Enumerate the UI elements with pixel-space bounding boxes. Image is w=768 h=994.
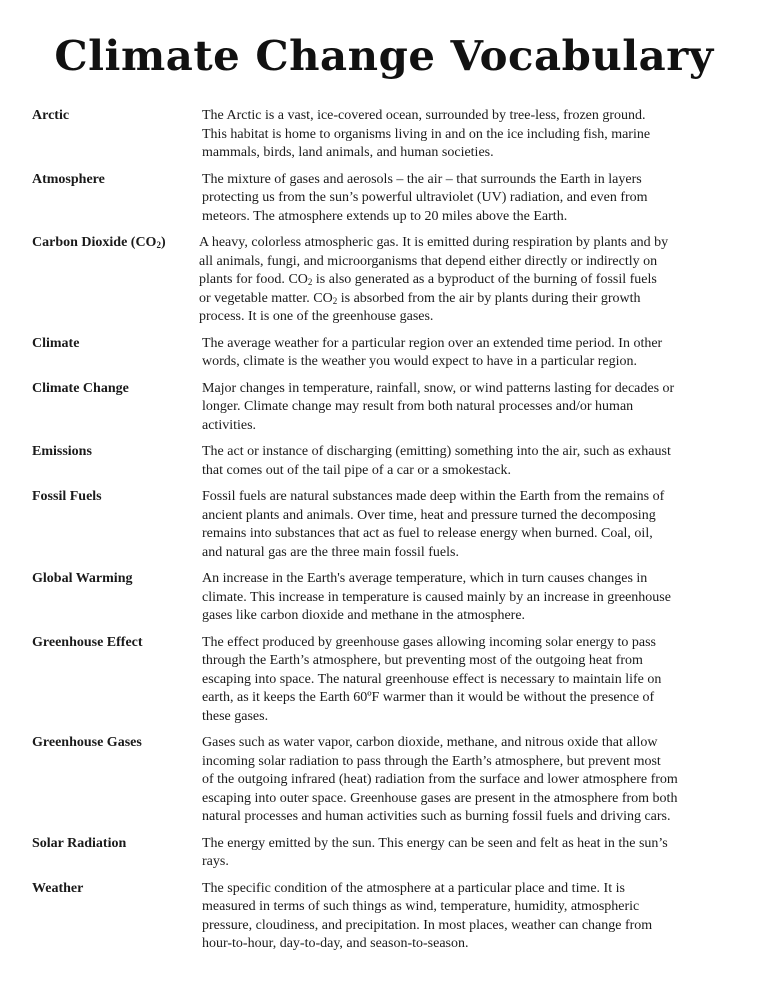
term: Climate Change	[32, 380, 129, 396]
vocab-entry-carbon-dioxide	[0, 234, 768, 327]
definition: Fossil fuels are natural substances made deep within the Earth from the remains of ancient plants and animals. Over time, heat and pressure turned the decomposing remains into substances that act as fuel to release energy when burned. Coal, oil, and natural gas are the three main fossil fuels.	[202, 489, 665, 560]
definition: The specific condition of the atmosphere at a particular place and time. It is measured in terms of such things as wind, temperature, humidity, atmospheric pressure, cloudiness, and precipitation. In most places, weather can change from hour-to-hour, day-to-day, and season-to-season.	[202, 880, 653, 951]
term: Atmosphere	[32, 171, 105, 187]
term: Fossil Fuels	[32, 489, 102, 504]
definition: Gases such as water vapor, carbon dioxide, methane, and nitrous oxide that allow incoming solar radiation to pass through the Earth’s atmosphere, but prevent most of the outgoing infrared (heat) radiation from the surface and lower atmosphere from escaping into outer space. Greenhouse gases are present in the atmosphere from both natural processes and human activities such as burning fossil fuels and driving cars.	[202, 735, 678, 824]
vocab-entry-climate-change	[0, 380, 768, 436]
vocabulary-list	[0, 107, 768, 954]
definition: The act or instance of discharging (emitting) something into the air, such as exhaust that comes out of the tail pipe of a car or a smokestack.	[202, 444, 671, 478]
term: Global Warming	[32, 571, 133, 586]
definition: The average weather for a particular region over an extended time period. In other words, climate is the weather you would expect to have in a particular region.	[202, 335, 663, 369]
term: Climate	[32, 335, 80, 351]
term: Emissions	[32, 444, 92, 459]
term: Weather	[32, 880, 84, 896]
term: Greenhouse Gases	[32, 735, 142, 750]
page-title: Climate Change Vocabulary	[54, 32, 714, 80]
vocab-entry-greenhouse-gases	[0, 734, 768, 827]
definition: An increase in the Earth's average temperature, which in turn causes changes in climate. This increase in temperature is caused mainly by an increase in greenhouse gases like carbon dioxide and methane in the atmosphere.	[202, 571, 671, 623]
vocab-entry-solar-radiation	[0, 835, 768, 872]
vocab-entry-greenhouse-effect	[0, 634, 768, 727]
definition: The Arctic is a vast, ice-covered ocean, surrounded by tree-less, frozen ground. This habitat is home to organisms living in and on the ice including fish, marine mammals, birds, land animals, and human societies.	[202, 108, 651, 160]
vocab-entry-arctic	[0, 107, 768, 163]
vocab-entry-fossil-fuels	[0, 488, 768, 562]
definition: The energy emitted by the sun. This energy can be seen and felt as heat in the sun’s rays.	[202, 835, 668, 869]
term: Solar Radiation	[32, 835, 127, 851]
vocab-entry-emissions	[0, 443, 768, 480]
term: Greenhouse Effect	[32, 634, 143, 650]
vocab-entry-global-warming	[0, 570, 768, 626]
definition: Major changes in temperature, rainfall, snow, or wind patterns lasting for decades or longer. Climate change may result from both natural processes and/or human activities.	[202, 380, 675, 433]
term: Arctic	[32, 108, 70, 123]
vocab-entry-weather	[0, 880, 768, 954]
definition: The effect produced by greenhouse gases allowing incoming solar energy to pass through the Earth’s atmosphere, but preventing most of the outgoing heat from escaping into space. The natural greenhouse effect is necessary to maintain life on earth, as it keeps the Earth 60ºF warmer than it would be without the presence of these gases.	[202, 634, 662, 724]
definition: The mixture of gases and aerosols – the air – that surrounds the Earth in layers protecting us from the sun’s powerful ultraviolet (UV) radiation, and even from meteors. The atmosphere extends up to 20 miles above the Earth.	[202, 171, 648, 224]
vocab-entry-climate	[0, 335, 768, 372]
definition: A heavy, colorless atmospheric gas. It is emitted during respiration by plants and by all animals, fungi, and microorganisms that depend either directly or indirectly on plants for food. $CO_2$ is also generated as a byproduct of the burning of fossil fuels or vegetable matter. $CO_2$ is absorbed from the air by plants during their growth process. It is one of the greenhouse gases.	[199, 235, 669, 324]
vocab-entry-atmosphere	[0, 171, 768, 227]
term: Carbon Dioxide $(CO_2)$	[32, 235, 166, 250]
